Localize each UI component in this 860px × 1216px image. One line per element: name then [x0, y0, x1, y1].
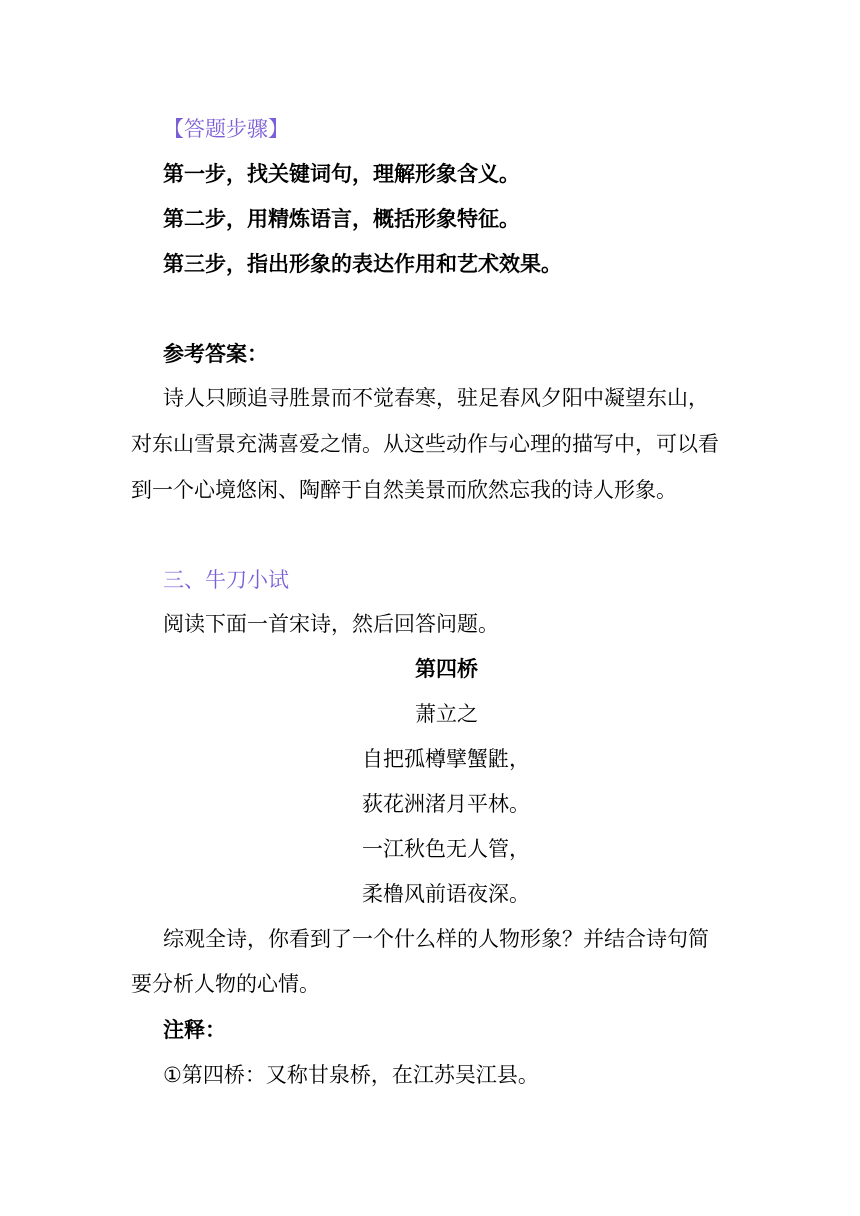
step-1: 第一步，找关键词句，理解形象含义。 — [163, 162, 520, 186]
steps-heading: 【答题步骤】 — [163, 117, 289, 141]
step-2: 第二步，用精炼语言，概括形象特征。 — [163, 207, 520, 231]
answer-line-1: 诗人只顾追寻胜景而不觉春寒，驻足春风夕阳中凝望东山， — [163, 386, 709, 410]
poem-author: 萧立之 — [415, 702, 478, 726]
answer-line-3: 到一个心境悠闲、陶醉于自然美景而欣然忘我的诗人形象。 — [131, 478, 677, 502]
poem-title: 第四桥 — [415, 657, 478, 681]
note-1: ①第四桥：又称甘泉桥，在江苏吴江县。 — [163, 1063, 539, 1087]
section-intro: 阅读下面一首宋诗，然后回答问题。 — [163, 612, 499, 636]
poem-line-2: 荻花洲渚月平林。 — [362, 792, 530, 816]
answer-line-2: 对东山雪景充满喜爱之情。从这些动作与心理的描写中，可以看 — [131, 432, 719, 456]
section-heading: 三、牛刀小试 — [163, 568, 289, 592]
question-line-2: 要分析人物的心情。 — [131, 972, 320, 996]
poem-line-1: 自把孤樽擘蟹鼪， — [362, 747, 530, 771]
notes-heading: 注释： — [163, 1018, 226, 1042]
poem-line-3: 一江秋色无人管， — [362, 837, 530, 861]
answer-heading: 参考答案： — [163, 342, 268, 366]
poem-line-4: 柔橹风前语夜深。 — [362, 882, 530, 906]
question-line-1: 综观全诗，你看到了一个什么样的人物形象？并结合诗句简 — [163, 927, 709, 951]
step-3: 第三步，指出形象的表达作用和艺术效果。 — [163, 252, 562, 276]
